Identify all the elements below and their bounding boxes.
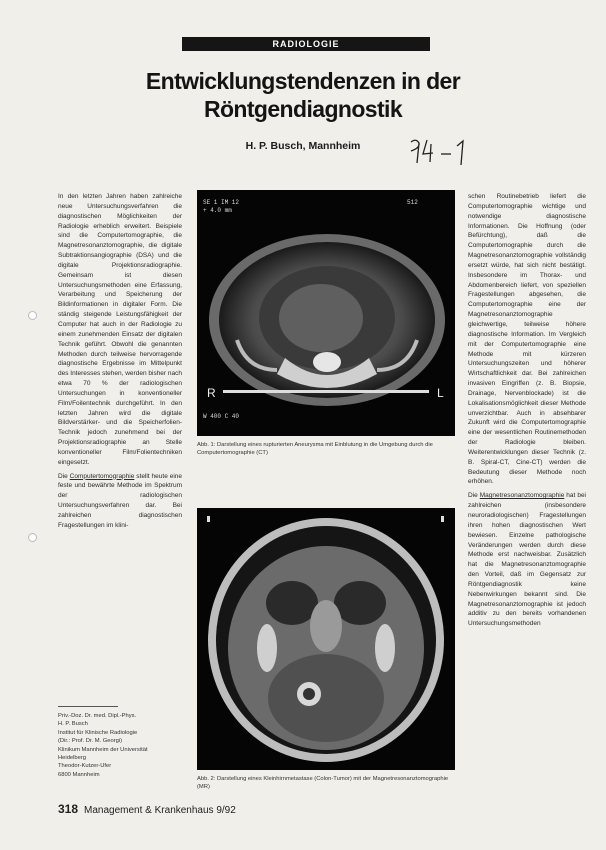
punch-hole — [28, 311, 37, 320]
author-byline: H. P. Busch, Mannheim — [245, 140, 361, 152]
affiliation-line: Priv.-Doz. Dr. med. Dipl.-Phys. — [58, 713, 137, 719]
right-paragraph-1: schen Routinebetrieb liefert die Computertomographie wichtige und notwendige diagnostische Informationen. Die Hoffnung (oder Befürchtung), daß die Computertomographie durch die Magnetresonanztomographie vollständig ersetzt würde, hat sich nicht bestätigt. Insbesondere im Thorax- und Abdomenbereich liefert, von speziellen Fragestellungen abgesehen, die Computertomographie eine der Magnetresonanztomographie gleichwertige, teilweise höhere diagnostische Information. Im Vergleich mit der Computertomographie eine Methode mit kürzeren Untersuchungszeiten und höherer Wirtschaftlichkeit dar. Bei zahlreichen invasiven Eingriffen (z. B. Biopsie, Drainage, Nervenblockade) ist die Lokalisationsmöglichkeit dieser Methode unverzichtbar. Auch in absehbarer Zukunft wird die Computertomographie eine der wesentlichen Routinemethoden der Radiologie bleiben. Weiterentwicklungen dieser Technik (z. B. Spiral-CT, Cine-CT) werden die Bedeutung dieser Methode noch erhöhen. — [468, 193, 586, 486]
right-p2-post: hat bei zahlreichen (insbesondere neuroradiologischen) Fragestellungen ihren hohen diagnostischen Wert bewiesen. Einzelne pathologische Veränderungen werden durch diese Methode erst nachweisbar. Zusätzlich hat die Magnetresonanztomographie den Vorteil, daß im Gegensatz zur Röntgendiagnostik keine Nebenwirkungen bekannt sind. Die Magnetresonanztomographie ist jedoch additiv zu den bereits vorhandenen Untersuchungsmethoden — [468, 492, 586, 628]
handwritten-note — [405, 136, 475, 175]
section-header: RADIOLOGIE — [182, 37, 430, 51]
figure-1-caption: Abb. 1: Darstellung eines rupturierten Aneurysma mit Einblutung in die Umgebung durch die Computertomographie (CT) — [197, 442, 433, 456]
author-affiliation — [58, 712, 188, 779]
left-column — [58, 192, 182, 535]
svg-text:+ 4.0 mm: + 4.0 mm — [203, 207, 232, 214]
right-column — [468, 192, 586, 633]
affiliation-line: Klinikum Mannheim der Universität — [58, 746, 148, 753]
ct-term: Computertomographie — [69, 472, 135, 480]
mr-term: Magnetresonanztomographie — [479, 492, 565, 500]
ct-scan-image — [197, 190, 455, 436]
journal-name: Management & Krankenhaus 9/92 — [84, 805, 236, 816]
svg-text:SE 1 IM 12: SE 1 IM 12 — [203, 199, 240, 206]
svg-text:512: 512 — [407, 199, 418, 206]
right-paragraph-2 — [468, 491, 586, 629]
affiliation-divider — [58, 706, 118, 707]
ct-overlay-right: R — [207, 386, 216, 400]
page-footer — [58, 802, 236, 816]
article-title-line-2: Röntgendiagnostik — [203, 96, 403, 122]
punch-hole — [28, 533, 37, 542]
affiliation-line: H. P. Busch — [58, 721, 88, 728]
figure-2-caption: Abb. 2: Darstellung eines Kleinhirnmetastase (Colon-Tumor) mit der Magnetresonanztomographie (MR) — [197, 776, 449, 790]
svg-text:W 400 C 40: W 400 C 40 — [203, 413, 240, 420]
affiliation-line: Heidelberg — [58, 755, 87, 762]
ct-overlay-left: L — [437, 386, 444, 400]
left-p2-post: stellt heute eine feste und bewährte Methode im Spektrum der radiologischen Untersuchungsverfahren dar. Bei zahlreichen diagnostischen Fragestellungen im klini- — [58, 472, 183, 529]
mri-scan-image — [197, 508, 455, 770]
affiliation-line: Theodor-Kutzer-Ufer — [58, 763, 112, 770]
left-p2-pre: Die — [58, 472, 70, 480]
affiliation-line: (Dir.: Prof. Dr. M. Georgi) — [58, 738, 123, 745]
left-paragraph-2 — [58, 472, 182, 531]
affiliation-line: Institut für Klinische Radiologie — [58, 729, 138, 736]
left-paragraph-1: In den letzten Jahren haben zahlreiche neue Untersuchungsverfahren die diagnostischen Möglichkeiten der Radiologie erheblich erweitert. Beispiele sind die Computertomographie, die Magnetresonanztomographie, die digitale Subtraktionsangiographie (DSA) und die digitale Projektionsradiographie. Gemeinsam ist diesen Untersuchungsmethoden eine Erfassung, Verarbeitung und Speicherung der Bildinformationen in digitaler Form. Die ständig steigende Leistungsfähigkeit der Computer hat auch in der Radiologie zu einem zunehmenden Einsatz der digitalen Technik geführt. Obwohl die genannten Methoden durch teilweise hervorragende diagnostische Ergebnisse im Mittelpunkt des Interesses stehen, werden bisher nach etwa 70 % der radiologischen Untersuchungen in konventioneller Film/Foilentechnik durchgeführt. In den letzten Jahren wird die digitale Bildverstärker- und die Speicherfolien-Technik jedoch zunehmend bei der Projektionsradiographie an Stelle konventioneller Film/Folientechniken eingesetzt. — [58, 193, 182, 466]
page-number: 318 — [58, 802, 79, 816]
right-p2-pre: Die — [468, 492, 480, 500]
affiliation-line: 6800 Mannheim — [58, 771, 100, 778]
article-title-line-1: Entwicklungstendenzen in der — [145, 68, 461, 94]
